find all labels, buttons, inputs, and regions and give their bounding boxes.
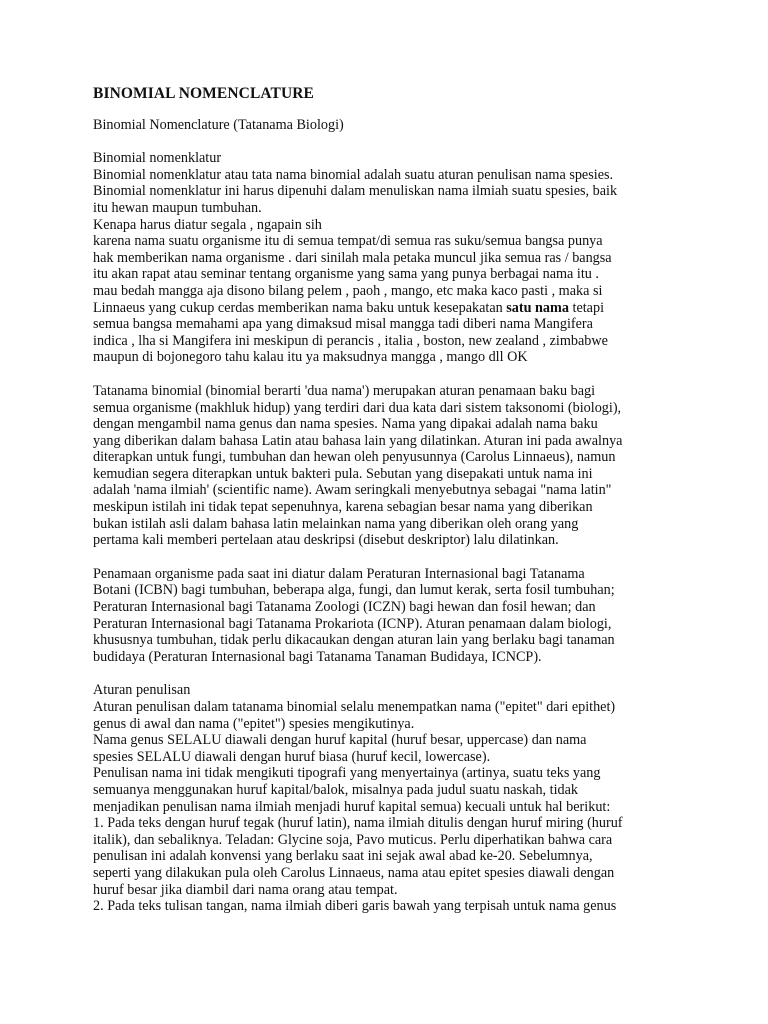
- text-line: itu akan rapat atau seminar tentang organisme yang sama yang punya berbagai nama itu .: [93, 266, 599, 283]
- text-line: genus di awal dan nama ("epitet") spesies mengikutinya.: [93, 715, 415, 732]
- list-item-2: 2. Pada teks tulisan tangan, nama ilmiah diberi garis bawah yang terpisah untuk nama genus: [93, 898, 617, 915]
- text-line: penulisan ini adalah konvensi yang berlaku saat ini sejak awal abad ke-20. Sebelumnya,: [93, 848, 593, 865]
- text-line: maupun di bojonegoro tahu kalau itu ya maksudnya mangga , mango dll OK: [93, 349, 528, 366]
- document-title: BINOMIAL NOMENCLATURE: [93, 85, 314, 102]
- text-segment: Linnaeus yang cukup cerdas memberikan nama baku untuk kesepakatan: [93, 299, 507, 316]
- text-line: huruf besar jika diambil dari nama orang atau tempat.: [93, 881, 398, 898]
- text-line: spesies SELALU diawali dengan huruf biasa (huruf kecil, lowercase).: [93, 748, 491, 765]
- text-line: adalah 'nama ilmiah' (scientific name). Awam seringkali menyebutnya sebagai "nama latin": [93, 482, 612, 499]
- text-line: karena nama suatu organisme itu di semua tempat/di semua ras suku/semua bangsa punya: [93, 233, 603, 250]
- text-line: semua organisme (makhluk hidup) yang terdiri dari dua kata dari sistem taksonomi (biologi),: [93, 399, 622, 416]
- text-line: budidaya (Peraturan Internasional bagi Tatanama Tanaman Budidaya, ICNCP).: [93, 648, 542, 665]
- text-line: menjadikan penulisan nama ilmiah menjadi huruf kapital semua) kecuali untuk hal berikut:: [93, 798, 611, 815]
- text-line: pertama kali memberi pertelaan atau deskripsi (disebut deskriptor) lalu dilatinkan.: [93, 532, 559, 549]
- text-line-with-bold: [93, 300, 683, 317]
- text-line: bukan istilah asli dalam bahasa latin melainkan nama yang diberikan oleh orang yang: [93, 515, 579, 532]
- text-line: khususnya tumbuhan, tidak perlu dikacaukan dengan aturan lain yang berlaku bagi tanaman: [93, 632, 615, 649]
- text-line: Binomial nomenklatur atau tata nama binomial adalah suatu aturan penulisan nama spesies.: [93, 166, 614, 183]
- text-line: Penamaan organisme pada saat ini diatur dalam Peraturan Internasional bagi Tatanama: [93, 565, 585, 582]
- text-line: yang diberikan dalam bahasa Latin atau bahasa lain yang dilatinkan. Aturan ini pada awalnya: [93, 432, 623, 449]
- text-line: indica , lha si Mangifera ini meskipun di perancis , italia , boston, new zealand , zimbabwe: [93, 332, 608, 349]
- text-line: italik), dan sebaliknya. Teladan: Glycine soja, Pavo muticus. Perlu diperhatikan bahwa cara: [93, 831, 613, 848]
- section-heading: Aturan penulisan: [93, 682, 191, 699]
- text-line: Penulisan nama ini tidak mengikuti tipografi yang menyertainya (artinya, suatu teks yang: [93, 765, 601, 782]
- text-line: Nama genus SELALU diawali dengan huruf kapital (huruf besar, uppercase) dan nama: [93, 732, 587, 749]
- document-subtitle: [93, 117, 683, 134]
- text-line: Kenapa harus diatur segala , ngapain sih: [93, 216, 322, 233]
- text-line: Aturan penulisan dalam tatanama binomial selalu menempatkan nama ("epitet" dari epithet): [93, 699, 616, 715]
- list-item-1: 1. Pada teks dengan huruf tegak (huruf latin), nama ilmiah ditulis dengan huruf miring (huruf: [93, 815, 623, 832]
- subtitle-line: Binomial Nomenclature (Tatanama Biologi): [93, 116, 344, 133]
- text-line: seperti yang dilakukan pula oleh Carolus Linnaeus, nama atau epitet spesies diawali dengan: [93, 864, 615, 881]
- paragraph-tatanama-binomial: [93, 383, 683, 549]
- text-segment: tetapi: [568, 299, 605, 316]
- text-line: Tatanama binomial (binomial berarti 'dua nama') merupakan aturan penamaan baku bagi: [93, 382, 596, 399]
- text-line: semua bangsa memahami apa yang dimaksud misal mangga tadi diberi nama Mangifera: [93, 316, 593, 333]
- text-line: mau bedah mangga aja disono bilang pelem , paoh , mango, etc maka kaco pasti , maka si: [93, 282, 603, 299]
- text-line: Botani (ICBN) bagi tumbuhan, beberapa alga, fungi, dan lumut kerak, serta fosil tumbuhan;: [93, 582, 615, 599]
- bold-phrase: satu nama: [506, 299, 569, 316]
- paragraph-aturan-penulisan: [93, 682, 683, 914]
- text-line: meskipun istilah ini tidak tepat sepenuhnya, karena sebagian besar nama yang diberikan: [93, 499, 593, 516]
- text-line: semuanya menggunakan huruf kapital/balok, misalnya pada judul suatu naskah, tidak: [93, 781, 579, 798]
- text-line: diterapkan untuk fungi, tumbuhan dan hewan oleh penyusunnya (Carolus Linnaeus), namun: [93, 449, 616, 466]
- text-line: itu hewan maupun tumbuhan.: [93, 199, 262, 216]
- text-line: Binomial nomenklatur: [93, 150, 222, 167]
- document-page: [93, 86, 683, 932]
- paragraph-penamaan-organisme: [93, 566, 683, 666]
- text-line: dengan mengambil nama genus dan nama spesies. Nama yang dipakai adalah nama baku: [93, 416, 598, 433]
- text-line: Peraturan Internasional bagi Tatanama Prokariota (ICNP). Aturan penamaan dalam biologi,: [93, 615, 612, 632]
- paragraph-binomial-nomenklatur: [93, 150, 683, 366]
- text-line: hak memberikan nama organisme . dari sinilah mala petaka muncul jika semua ras / bangsa: [93, 249, 612, 266]
- text-line: kemudian segera diterapkan untuk bakteri pula. Sebutan yang disepakati untuk nama ini: [93, 465, 593, 482]
- text-line: Binomial nomenklatur ini harus dipenuhi dalam menuliskan nama ilmiah suatu spesies, baik: [93, 183, 618, 200]
- text-line: Peraturan Internasional bagi Tatanama Zoologi (ICZN) bagi hewan dan fosil hewan; dan: [93, 599, 596, 616]
